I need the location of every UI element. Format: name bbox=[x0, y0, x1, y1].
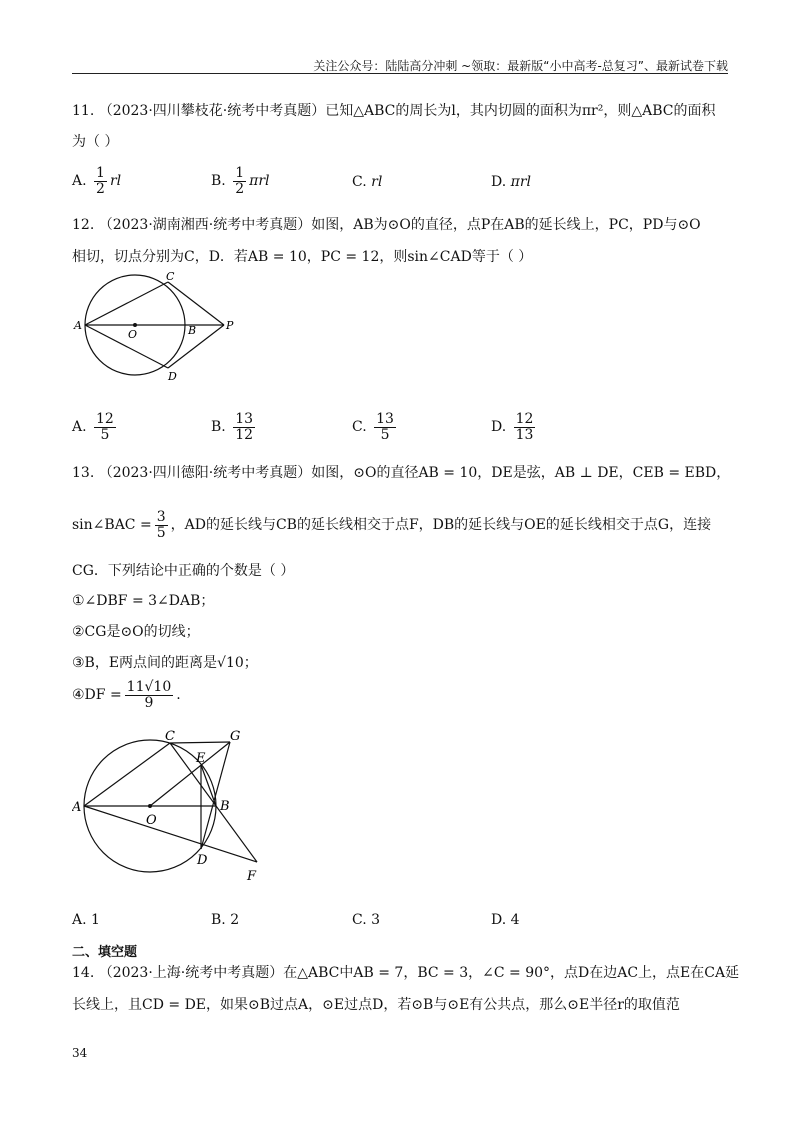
frac-num: 3 bbox=[156, 509, 166, 525]
q11-line2: 为（ ） bbox=[72, 134, 119, 150]
q12-option-d[interactable] bbox=[491, 412, 538, 442]
label-b: B bbox=[220, 799, 230, 814]
q13-item2: ②CG是⊙O的切线； bbox=[72, 624, 200, 640]
q11-option-a[interactable] bbox=[72, 166, 121, 196]
option-text: 1 bbox=[91, 912, 100, 928]
option-label: D. bbox=[491, 174, 507, 190]
q13-item1: ①∠DBF = 3∠DAB； bbox=[72, 593, 215, 609]
q12-line2: 相切，切点分别为C，D．若AB = 10，PC = 12，则sin∠CAD等于（ ） bbox=[72, 249, 533, 265]
option-text: 3 bbox=[371, 912, 381, 928]
label-g: G bbox=[230, 729, 241, 744]
option-text: 2 bbox=[230, 912, 240, 928]
frac-num: 11√10 bbox=[126, 679, 172, 695]
option-text: rl bbox=[109, 173, 122, 190]
option-text: πrl bbox=[510, 174, 532, 190]
label-d: D bbox=[197, 853, 208, 868]
page-number: 34 bbox=[72, 1046, 88, 1060]
frac-num: 13 bbox=[376, 411, 394, 427]
q12-line1: 12. （2023·湖南湘西·统考中考真题）如图，AB为⊙O的直径，点P在AB的延长线上，PC，PD与⊙O bbox=[72, 217, 701, 233]
q13-item3: ③B，E两点间的距离是√10； bbox=[72, 655, 258, 671]
q13-line2 bbox=[72, 510, 711, 540]
label-d: D bbox=[168, 370, 177, 383]
label-b: B bbox=[188, 324, 197, 337]
q13-option-a[interactable] bbox=[72, 912, 100, 928]
label-a: A bbox=[72, 800, 82, 815]
q13-line2-post: ，AD的延长线与CB的延长线相交于点F，DB的延长线与OE的延长线相交于点G，连接 bbox=[170, 517, 712, 534]
option-label: B. bbox=[211, 419, 226, 436]
frac-num: 12 bbox=[96, 411, 114, 427]
label-c: C bbox=[165, 729, 175, 744]
frac-den: 5 bbox=[100, 426, 110, 443]
option-label: A. bbox=[72, 173, 87, 190]
frac-num: 12 bbox=[515, 411, 534, 427]
label-o: O bbox=[146, 813, 157, 828]
frac-den: 2 bbox=[235, 180, 245, 197]
frac-num: 1 bbox=[96, 165, 105, 181]
label-p: P bbox=[226, 319, 234, 332]
q12-option-a[interactable] bbox=[72, 412, 119, 442]
q11-option-b[interactable] bbox=[211, 166, 270, 196]
option-label: A. bbox=[72, 912, 87, 928]
option-label: C. bbox=[352, 419, 367, 436]
frac-den: 5 bbox=[380, 426, 390, 443]
frac-num: 1 bbox=[235, 165, 245, 181]
q13-item4-pre: ④DF = bbox=[72, 687, 122, 704]
q13-figure bbox=[72, 722, 272, 887]
label-c: C bbox=[166, 270, 175, 283]
section-title: 二、填空题 bbox=[72, 945, 138, 960]
option-label: B. bbox=[211, 173, 226, 190]
q12-figure bbox=[72, 268, 242, 383]
frac-num: 13 bbox=[235, 411, 254, 427]
option-label: D. bbox=[491, 419, 507, 436]
header-rule bbox=[72, 73, 728, 74]
frac-den: 13 bbox=[515, 426, 534, 443]
frac-den: 9 bbox=[144, 694, 154, 711]
option-label: A. bbox=[72, 419, 87, 436]
label-e: E bbox=[196, 751, 206, 766]
label-f: F bbox=[247, 869, 257, 884]
q13-line2-pre: sin∠BAC = bbox=[72, 517, 152, 534]
q13-option-b[interactable] bbox=[211, 912, 239, 928]
option-label: C. bbox=[352, 174, 367, 190]
frac-den: 12 bbox=[235, 426, 254, 443]
q11-line1: 11. （2023·四川攀枝花·统考中考真题）已知△ABC的周长为l，其内切圆的面积为πr²，则△ABC的面积 bbox=[72, 103, 716, 119]
q13-item4 bbox=[72, 680, 181, 710]
label-a: A bbox=[74, 319, 82, 332]
option-text: rl bbox=[371, 174, 383, 190]
option-text: πrl bbox=[249, 173, 270, 190]
option-label: B. bbox=[211, 912, 226, 928]
q14-line2: 长线上，且CD = DE，如果⊙B过点A，⊙E过点D，若⊙B与⊙E有公共点，那么⊙E半径r的取值范 bbox=[72, 997, 680, 1013]
page-header: 关注公众号：陆陆高分冲刺 ~领取：最新版“小中高考-总复习”、最新试卷下载 bbox=[313, 59, 728, 73]
frac-den: 5 bbox=[156, 524, 166, 541]
q13-option-c[interactable] bbox=[352, 912, 380, 928]
q12-option-b[interactable] bbox=[211, 412, 258, 442]
q12-option-c[interactable] bbox=[352, 412, 399, 442]
q11-option-d[interactable] bbox=[491, 174, 531, 190]
label-o: O bbox=[128, 328, 138, 341]
q14-line1: 14. （2023·上海·统考中考真题）在△ABC中AB = 7，BC = 3，∠C = 90°，点D在边AC上，点E在CA延 bbox=[72, 965, 740, 981]
q13-line1: 13. （2023·四川德阳·统考中考真题）如图，⊙O的直径AB = 10，DE是弦，AB ⊥ DE，CEB = EBD， bbox=[72, 465, 731, 481]
option-label: C. bbox=[352, 912, 367, 928]
q11-option-c[interactable] bbox=[352, 174, 382, 190]
q13-item4-post: . bbox=[176, 687, 181, 704]
q13-option-d[interactable] bbox=[491, 912, 520, 928]
option-text: 4 bbox=[510, 912, 520, 928]
option-label: D. bbox=[491, 912, 507, 928]
frac-den: 2 bbox=[96, 180, 105, 197]
q13-line3: CG．下列结论中正确的个数是（ ） bbox=[72, 563, 295, 579]
